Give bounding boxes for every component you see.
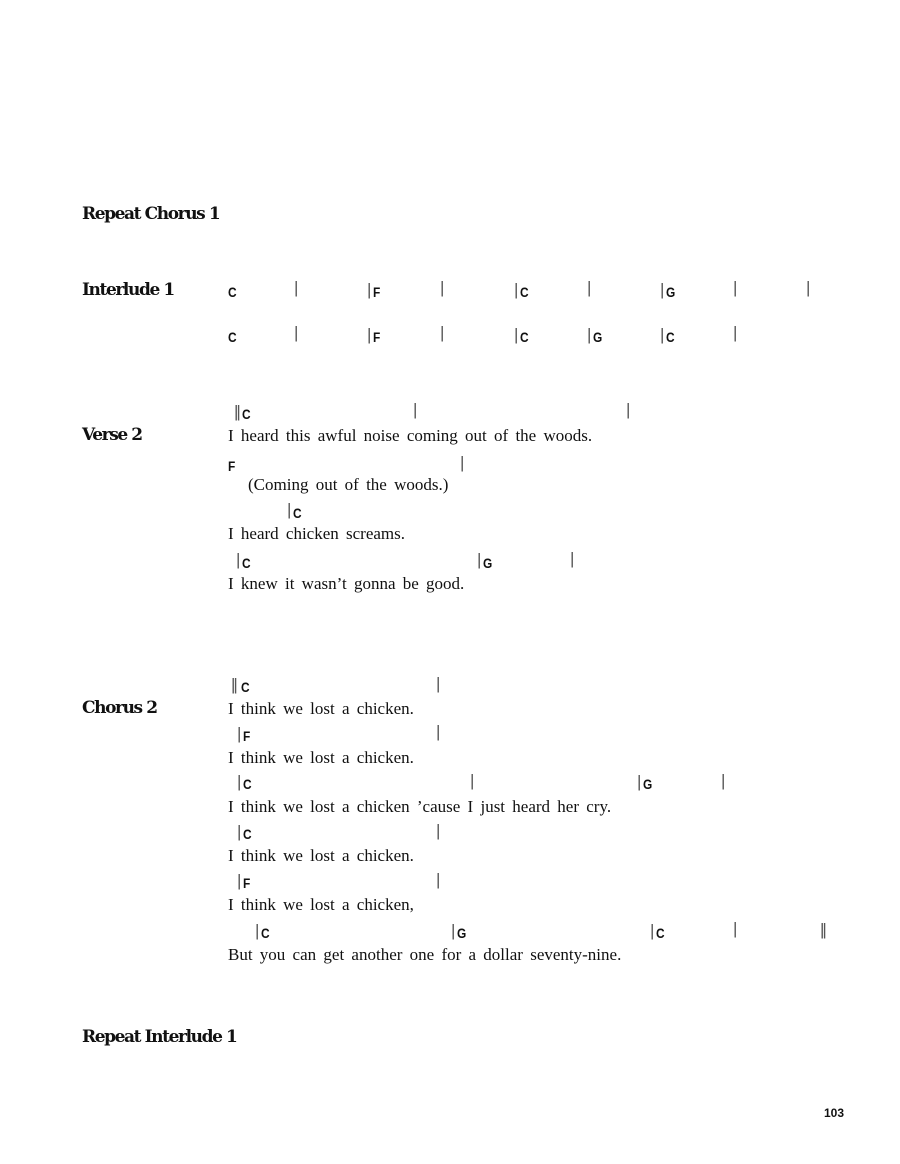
bar-line: | [477,550,482,569]
section-label-interlude-1: Interlude 1 [82,280,174,300]
bar-line: | [451,921,456,940]
bar-line: | [237,822,242,841]
lyric-line: I heard this awful noise coming out of the woods. [228,426,593,445]
chord: C [242,406,251,422]
bar-line: | [413,400,418,419]
chord: C [656,925,665,941]
bar-line: | [514,325,519,344]
bar-line: | [650,921,655,940]
double-bar-line: || [820,920,825,939]
chord: C [520,284,529,300]
bar-line: | [367,325,372,344]
bar-line: | [570,549,575,568]
bar-line: | [440,323,445,342]
bar-line: | [436,722,441,741]
page-number: 103 [824,1106,845,1120]
bar-line: | [587,325,592,344]
section-label-verse-2: Verse 2 [82,425,142,445]
chord: G [593,329,603,345]
chord: C [243,776,252,792]
lyric-line: But you can get another one for a dollar seventy-nine. [228,945,622,964]
bar-line: | [236,550,241,569]
lyric-line: I knew it wasn’t gonna be good. [228,574,465,593]
chord: C [242,555,251,571]
chord: G [643,776,653,792]
chord: G [666,284,676,300]
chord: C [228,284,237,300]
lyric-line: I think we lost a chicken. [228,748,414,767]
bar-line: | [733,278,738,297]
bar-line: | [721,771,726,790]
bar-line: | [255,921,260,940]
double-bar-line: || [231,675,236,694]
chord: F [243,875,251,891]
lyric-line: I heard chicken screams. [228,524,406,543]
chord: C [293,505,302,521]
bar-line: | [587,278,592,297]
lyric-line: I think we lost a chicken. [228,846,414,865]
chord: C [261,925,270,941]
chord: C [666,329,675,345]
bar-line: | [514,280,519,299]
chord: C [243,826,252,842]
bar-line: | [733,919,738,938]
section-label-chorus-2: Chorus 2 [82,698,157,718]
bar-line: | [806,278,811,297]
bar-line: | [294,278,299,297]
bar-line: | [237,871,242,890]
bar-line: | [294,323,299,342]
chord: C [241,679,250,695]
bar-line: | [660,325,665,344]
bar-line: | [660,280,665,299]
bar-line: | [470,771,475,790]
bar-line: | [733,323,738,342]
chord: F [228,458,236,474]
chord: F [373,284,381,300]
chord: C [520,329,529,345]
bar-line: | [436,674,441,693]
bar-line: | [626,400,631,419]
double-bar-line: || [234,402,239,421]
bar-line: | [436,821,441,840]
bar-line: | [287,500,292,519]
chord: F [373,329,381,345]
lyric-line: I think we lost a chicken, [228,895,414,914]
bar-line: | [436,870,441,889]
lyric-line: (Coming out of the woods.) [248,475,449,494]
bar-line: | [637,772,642,791]
bar-line: | [460,453,465,472]
bar-line: | [367,280,372,299]
section-heading-repeat-interlude-1: Repeat Interlude 1 [82,1027,237,1047]
bar-line: | [237,772,242,791]
chord: G [457,925,467,941]
lyric-line: I think we lost a chicken ’cause I just heard her cry. [228,797,612,816]
bar-line: | [440,278,445,297]
chord: F [243,728,251,744]
section-heading-repeat-chorus-1: Repeat Chorus 1 [82,204,220,224]
bar-line: | [237,724,242,743]
chord: C [228,329,237,345]
lyric-line: I think we lost a chicken. [228,699,414,718]
chord: G [483,555,493,571]
